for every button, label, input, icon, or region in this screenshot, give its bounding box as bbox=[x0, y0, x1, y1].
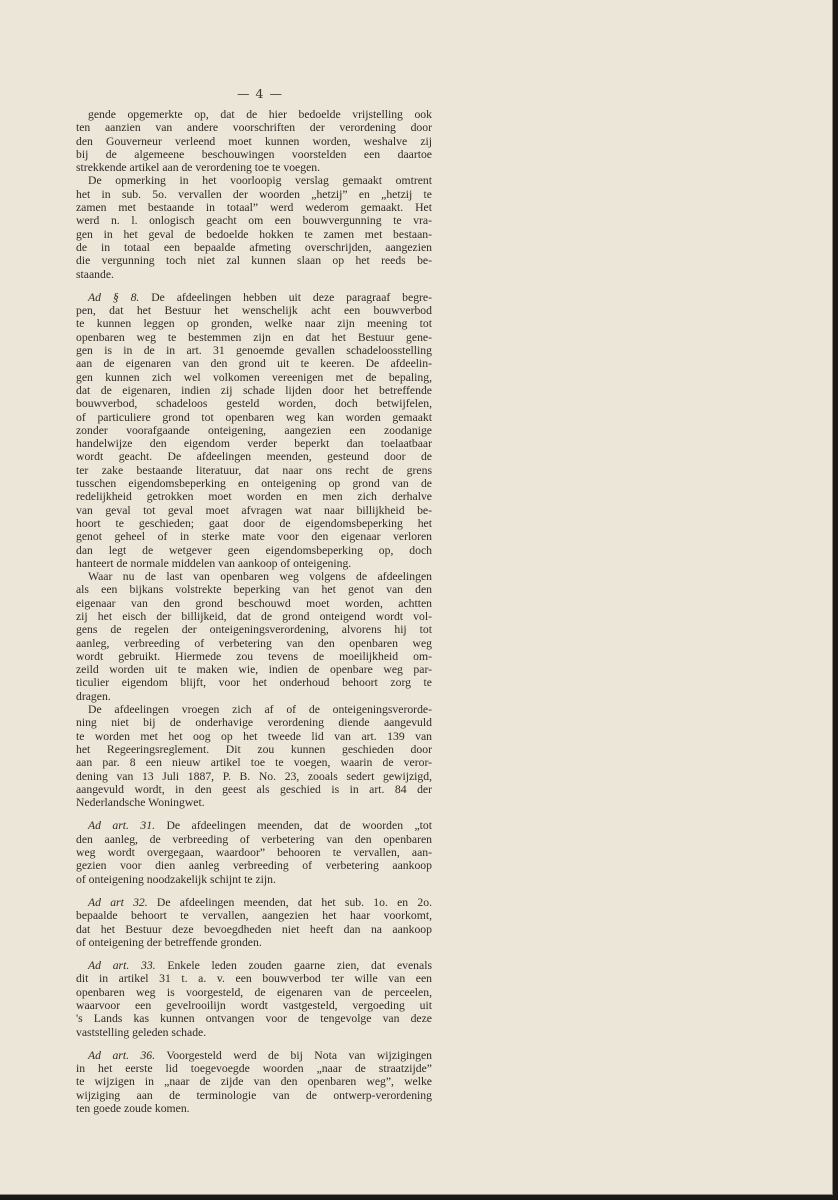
line-text: ticulier eigendom blijft, voor het onderhoud behoort zorg te bbox=[76, 676, 432, 690]
text-line bbox=[76, 201, 432, 214]
line-text: bouwverbod, schadeloos gesteld worden, doch betwijfelen, bbox=[76, 397, 432, 411]
line-text: Nederlandsche Woningwet. bbox=[76, 796, 205, 810]
line-text: Voorgesteld werd de bij Nota van wijzigingen bbox=[155, 1048, 432, 1062]
text-line bbox=[76, 819, 432, 832]
text-line bbox=[76, 1075, 432, 1088]
text-line bbox=[76, 504, 432, 517]
text-line bbox=[76, 716, 432, 729]
line-text: het in sub. 5o. vervallen der woorden „hetzij” en „hetzij te bbox=[76, 187, 432, 201]
line-text: wordt gebruikt. Hiermede zou tevens de moeilijkheid om- bbox=[76, 649, 432, 663]
text-line bbox=[76, 896, 432, 909]
text-line bbox=[76, 357, 432, 370]
line-text: gende opgemerkte op, dat de hier bedoelde vrijstelling ook bbox=[88, 108, 432, 121]
text-line bbox=[76, 909, 432, 922]
line-text: De afdeelingen meenden, dat het sub. 1o. en 2o. bbox=[147, 895, 432, 909]
line-text: staande. bbox=[76, 267, 114, 281]
text-line bbox=[76, 268, 432, 281]
line-text: handelwijze den eigendom verder beperkt dan toelaatbaar bbox=[76, 437, 432, 451]
text-line bbox=[76, 846, 432, 859]
text-line bbox=[76, 873, 432, 886]
text-line bbox=[76, 331, 432, 344]
text-line bbox=[76, 121, 432, 134]
text-line bbox=[76, 923, 432, 936]
line-text: dat het Bestuur deze bevoegdheden niet heeft dan na aankoop bbox=[76, 922, 432, 936]
text-line bbox=[76, 344, 432, 357]
line-text: bepaalde behoort te vervallen, aangezien het haar voorkomt, bbox=[76, 909, 432, 923]
text-line bbox=[76, 570, 432, 583]
text-line bbox=[76, 1012, 432, 1025]
line-text: de in totaal een bepaalde afmeting overschrijden, aangezien bbox=[76, 240, 432, 254]
text-line bbox=[76, 637, 432, 650]
line-text: aangevuld wordt, in den geest als geschied is in art. 84 der bbox=[76, 782, 432, 796]
line-text: te kunnen leggen op gronden, welke naar zijn meening tot bbox=[76, 317, 432, 331]
section-lead: Ad art 32. bbox=[88, 895, 148, 909]
line-text: aan de eigenaren van den grond uit te keeren. De afdeelin- bbox=[76, 357, 432, 371]
line-text: dragen. bbox=[76, 689, 111, 703]
text-line bbox=[76, 411, 432, 424]
text-line bbox=[76, 583, 432, 596]
text-line bbox=[76, 972, 432, 985]
line-text: dening van 13 Juli 1887, P. B. No. 23, zooals sedert gewijzigd, bbox=[76, 769, 432, 783]
text-line bbox=[76, 676, 432, 689]
text-line bbox=[76, 986, 432, 999]
text-line bbox=[76, 1102, 432, 1115]
text-line bbox=[76, 228, 432, 241]
line-text: Enkele leden zouden gaarne zien, dat evenals bbox=[155, 959, 432, 973]
text-line bbox=[76, 1062, 432, 1075]
text-line bbox=[76, 517, 432, 530]
line-text: wordt geacht. De afdeelingen meenden, gesteund door de bbox=[76, 450, 432, 464]
line-text: 's Lands kas kunnen ontvangen voor de tengevolge van deze bbox=[76, 1012, 432, 1026]
paragraph bbox=[76, 819, 432, 885]
line-text: De afdeelingen meenden, dat de woorden „tot bbox=[155, 819, 432, 833]
line-text: zeild worden uit te maken wie, indien de openbare weg par- bbox=[76, 663, 432, 677]
line-text: aanleg, verbreeding of verbetering van den openbaren weg bbox=[76, 636, 432, 650]
line-text: als een bijkans volstrekte beperking van het genot van den bbox=[76, 583, 432, 597]
text-line bbox=[76, 174, 432, 187]
text-line bbox=[76, 663, 432, 676]
paragraph bbox=[76, 108, 432, 174]
text-line bbox=[76, 530, 432, 543]
text-line bbox=[76, 371, 432, 384]
line-text: werd n. l. onlogisch geacht om een bouwvergunning te vra- bbox=[76, 214, 432, 228]
section-lead: Ad art. 36. bbox=[88, 1048, 156, 1062]
line-text: dat de eigenaren, indien zij schade lijden door het betreffende bbox=[76, 383, 432, 397]
text-line bbox=[76, 703, 432, 716]
line-text: redelijkheid getrokken moet worden en men zich derhalve bbox=[76, 490, 432, 504]
line-text: gen is in de in art. 31 genoemde gevallen schadeloosstelling bbox=[76, 344, 432, 358]
line-text: wijziging aan de terminologie van de ontwerp-verordening bbox=[76, 1088, 432, 1102]
paragraph-gap bbox=[76, 1039, 432, 1049]
line-text: of onteigening noodzakelijk schijnt te zijn. bbox=[76, 872, 276, 886]
paragraph bbox=[76, 570, 432, 703]
text-line bbox=[76, 730, 432, 743]
text-line bbox=[76, 437, 432, 450]
line-text: den aanleg, de verbreeding of verbetering van den openbaren bbox=[76, 832, 432, 846]
line-text: De opmerking in het voorloopig verslag gemaakt omtrent bbox=[88, 174, 432, 188]
body-text bbox=[76, 108, 432, 1115]
line-text: ning niet bij de onderhavige verordening diende aangevuld bbox=[76, 716, 432, 730]
paragraph-gap bbox=[76, 281, 432, 291]
line-text: tusschen eigendomsbeperking en onteigening op grond van de bbox=[76, 477, 432, 491]
page-number: — 4 — bbox=[237, 86, 283, 101]
text-line bbox=[76, 477, 432, 490]
text-line bbox=[76, 936, 432, 949]
section-lead: Ad art. 31. bbox=[88, 819, 156, 833]
line-text: openbaren weg is voorgesteld, de eigenaren van de perceelen, bbox=[76, 985, 432, 999]
text-line bbox=[76, 743, 432, 756]
line-text: of onteigening der betreffende gronden. bbox=[76, 935, 262, 949]
paragraph bbox=[76, 291, 432, 570]
line-text: aan par. 8 een nieuw artikel toe te voegen, waarin de veror- bbox=[76, 756, 432, 770]
line-text: genot geheel of in sterke mate voor den eigenaar verloren bbox=[76, 530, 432, 544]
text-line bbox=[76, 317, 432, 330]
text-line bbox=[76, 597, 432, 610]
paragraph bbox=[76, 703, 432, 809]
text-line bbox=[76, 557, 432, 570]
text-line bbox=[76, 450, 432, 463]
text-line bbox=[76, 796, 432, 809]
line-text: die vergunning toch niet zal kunnen slaan op het reeds be- bbox=[76, 254, 432, 268]
line-text: te worden met het oog op het tweede lid van art. 139 van bbox=[76, 729, 432, 743]
line-text: gens de regelen der onteigeningsverordening, alvorens hij tot bbox=[76, 623, 432, 637]
text-line bbox=[76, 108, 432, 121]
line-text: van geval tot geval moet afvragen wat naar billijkheid be- bbox=[76, 503, 432, 517]
line-text: het Regeeringsreglement. Dit zou kunnen geschieden door bbox=[76, 742, 432, 756]
paragraph bbox=[76, 174, 432, 280]
text-line bbox=[76, 397, 432, 410]
paragraph-gap bbox=[76, 886, 432, 896]
text-line bbox=[76, 1089, 432, 1102]
text-line bbox=[76, 291, 432, 304]
text-line bbox=[76, 650, 432, 663]
text-line bbox=[76, 623, 432, 636]
text-line bbox=[76, 859, 432, 872]
text-line bbox=[76, 544, 432, 557]
line-text: hanteert de normale middelen van aankoop of onteigening. bbox=[76, 556, 352, 570]
text-line bbox=[76, 424, 432, 437]
text-line bbox=[76, 756, 432, 769]
line-text: zamen met bestaande in totaal” werd wederom gemaakt. Het bbox=[76, 201, 432, 215]
line-text: bij de algemeene beschouwingen voorstelden een daartoe bbox=[76, 147, 432, 161]
section-lead: Ad art. 33. bbox=[88, 959, 156, 973]
text-line bbox=[76, 241, 432, 254]
text-line bbox=[76, 690, 432, 703]
text-line bbox=[76, 135, 432, 148]
line-text: gen in het geval de bedoelde hokken te zamen met bestaan- bbox=[76, 227, 432, 241]
text-line bbox=[76, 999, 432, 1012]
line-text: hoort te geschieden; gaat door de eigendomsbeperking het bbox=[76, 516, 432, 530]
text-line bbox=[76, 188, 432, 201]
text-line bbox=[76, 254, 432, 267]
line-text: dan legt de wetgever geen eigendomsbeperking op, doch bbox=[76, 543, 432, 557]
line-text: zonder voorafgaande onteigening, aangezien een zoodanige bbox=[76, 423, 432, 437]
line-text: gen kunnen zich wel volkomen vereenigen met de bepaling, bbox=[76, 370, 432, 384]
text-line bbox=[76, 464, 432, 477]
line-text: pen, dat het Bestuur het wenschelijk acht een bouwverbod bbox=[76, 304, 432, 318]
text-line bbox=[76, 833, 432, 846]
line-text: waarvoor een gevelrooilijn wordt vastgesteld, vergoeding uit bbox=[76, 999, 432, 1012]
line-text: ten goede zoude komen. bbox=[76, 1102, 190, 1116]
line-text: in het eerste lid toegevoegde woorden „naar de straatzijde” bbox=[76, 1062, 432, 1076]
line-text: eigenaar van den grond beschouwd moet worden, achtten bbox=[76, 596, 432, 610]
paragraph bbox=[76, 896, 432, 949]
section-lead: Ad § 8. bbox=[88, 290, 140, 304]
paragraph-gap bbox=[76, 949, 432, 959]
text-line bbox=[76, 304, 432, 317]
line-text: ten aanzien van andere voorschriften der verordening door bbox=[76, 121, 432, 135]
line-text: dit in artikel 31 t. a. v. een bouwverbod ter wille van een bbox=[76, 972, 432, 986]
text-line bbox=[76, 490, 432, 503]
line-text: te wijzigen in „naar de zijde van den openbaren weg”, welke bbox=[76, 1075, 432, 1089]
line-text: Waar nu de last van openbaren weg volgens de afdeelingen bbox=[88, 570, 432, 584]
text-line bbox=[76, 1026, 432, 1039]
line-text: weg wordt overgegaan, waardoor” behooren te vervallen, aan- bbox=[76, 846, 432, 860]
line-text: De afdeelingen vroegen zich af of de onteigeningsverorde- bbox=[88, 703, 432, 717]
line-text: strekkende artikel aan de verordening toe te voegen. bbox=[76, 161, 321, 175]
text-line bbox=[76, 161, 432, 174]
line-text: openbaren weg te bestemmen zijn en dat het Bestuur gene- bbox=[76, 330, 432, 344]
text-line bbox=[76, 1049, 432, 1062]
line-text: gezien voor dien aanleg verbreeding of verbetering aankoop bbox=[76, 859, 432, 873]
text-line bbox=[76, 770, 432, 783]
line-text: den Gouverneur verleend moet kunnen worden, weshalve zij bbox=[76, 134, 432, 148]
text-line bbox=[76, 214, 432, 227]
paragraph-gap bbox=[76, 809, 432, 819]
line-text: of particuliere grond tot openbaren weg kan worden gemaakt bbox=[76, 410, 432, 424]
text-line bbox=[76, 959, 432, 972]
text-line bbox=[76, 384, 432, 397]
line-text: De afdeelingen hebben uit deze paragraaf begre- bbox=[139, 290, 433, 304]
paragraph bbox=[76, 959, 432, 1039]
line-text: vaststelling geleden schade. bbox=[76, 1025, 207, 1039]
text-line bbox=[76, 148, 432, 161]
text-line bbox=[76, 783, 432, 796]
paragraph bbox=[76, 1049, 432, 1115]
line-text: zij het eisch der billijkeid, dat de grond onteigend wordt vol- bbox=[76, 609, 432, 623]
line-text: ter zake bestaande literatuur, dat naar ons recht de grens bbox=[76, 463, 432, 477]
text-line bbox=[76, 610, 432, 623]
